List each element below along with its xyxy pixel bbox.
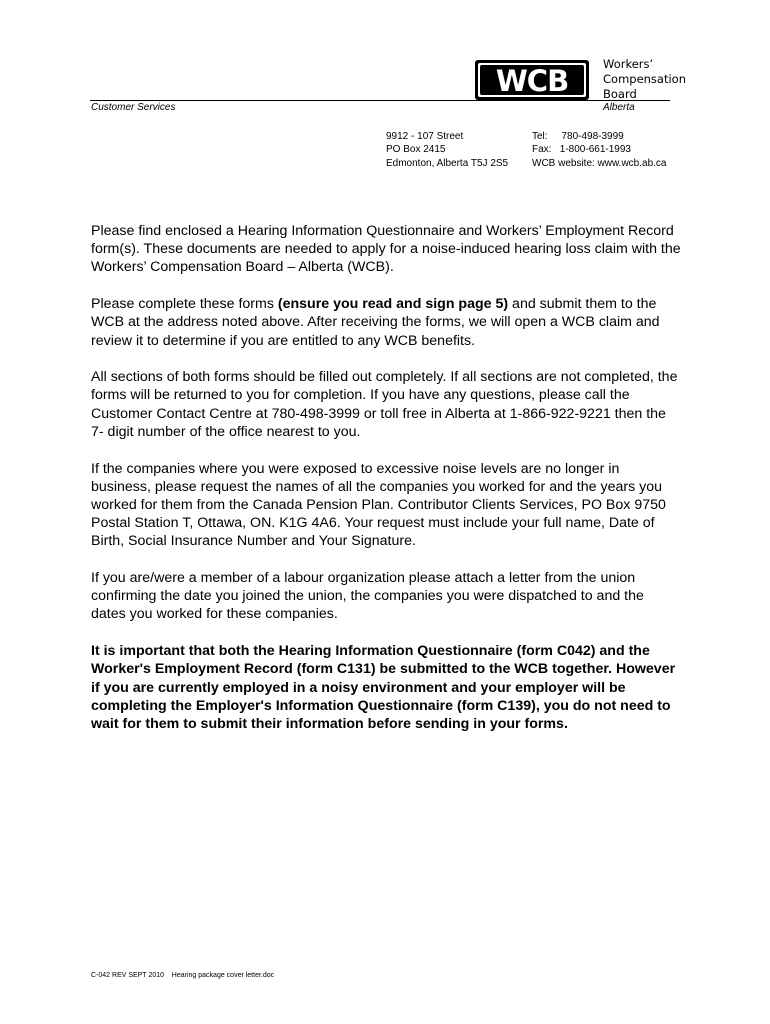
contact-info [532, 130, 667, 170]
paragraph-instructions [91, 295, 681, 350]
department-label: Customer Services [91, 102, 176, 113]
paragraph-instructions-start: Please complete these forms [91, 296, 278, 313]
paragraph-union: If you are/were a member of a labour organization please attach a letter from the union confirming the date you joined the union, the companies you were dispatched to and the dates you worked for these companies. [91, 570, 644, 623]
board-name-line-3: Board [603, 87, 637, 101]
paragraph-cpp: If the companies where you were exposed to excessive noise levels are no longer in business, please request the names of all the companies you worked for and the years you worked for them from the Canada Pension Plan. Contributor Clients Services, PO Box 9750 Postal Station T, Ottawa, ON. K1G 4A6. Your request must include your full name, Date of Birth, Social Insurance Number and Your Signature. [91, 460, 666, 550]
board-name-line-2: Compensation [603, 72, 686, 86]
board-name-line-1: Workers’ [603, 57, 654, 71]
contact-website: WCB website: www.wcb.ab.ca [532, 157, 667, 169]
paragraph-completion: All sections of both forms should be filled out completely. If all sections are not completed, the forms will be returned to you for completion. If you have any questions, please call the Customer Contact Centre at 780-498-3999 or toll free in Alberta at 1-866-922-9221 then the 7- digit number of the office nearest to you. [91, 369, 678, 440]
letterhead-divider [90, 100, 670, 101]
province-label: Alberta [603, 102, 635, 113]
address-street: 9912 - 107 Street [386, 131, 464, 142]
letter-body [91, 222, 681, 752]
paragraph-important: It is important that both the Hearing Information Questionnaire (form C042) and the Worker's Employment Record (form C131) be submitted to the WCB together. However if you are currently employed in a noisy environment and your employer will be completing the Employer's Information Questionnaire (form C139), you do not need to wait for them to submit their information before sending in your forms. [91, 643, 676, 732]
document-footer: C-042 REV SEPT 2010 Hearing package cover letter.doc [91, 972, 275, 979]
contact-fax: Fax: 1-800-661-1993 [532, 144, 631, 156]
mailing-address [386, 130, 508, 170]
address-city: Edmonton, Alberta T5J 2S5 [386, 157, 509, 169]
contact-tel: Tel: 780-498-3999 [532, 131, 624, 142]
paragraph-instructions-emphasis: (ensure you read and sign page 5) [277, 296, 509, 313]
paragraph-instructions-end: and submit them to the WCB at the address noted above. After receiving the forms, we will open a WCB claim and review it to determine if you are entitled to any WCB benefits. [91, 296, 660, 349]
board-name [603, 57, 686, 102]
address-po-box: PO Box 2415 [386, 144, 446, 156]
paragraph-intro: Please find enclosed a Hearing Information Questionnaire and Workers’ Employment Record form(s). These documents are needed to apply for a noise-induced hearing loss claim with the Workers’ Compensation Board – Alberta (WCB). [91, 223, 681, 276]
wcb-logo-text: WCB [495, 64, 569, 98]
wcb-logo [474, 56, 590, 104]
